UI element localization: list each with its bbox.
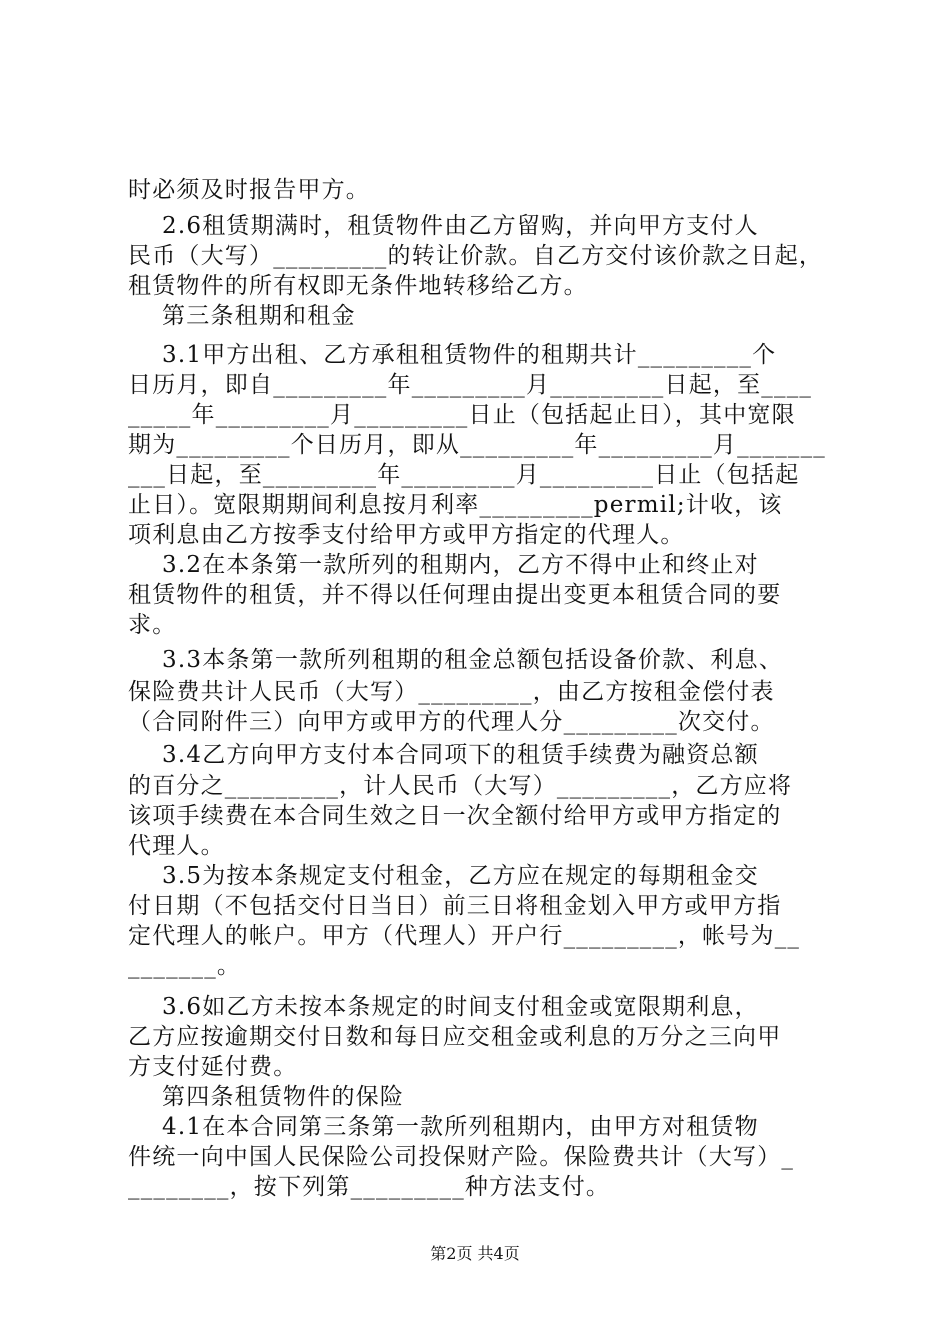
text-line: _______。 [128,953,242,979]
text-line: 项利息由乙方按季支付给甲方或甲方指定的代理人。 [128,522,685,548]
text-line: 件统一向中国人民保险公司投保财产险。保险费共计（大写）_ [128,1144,795,1170]
text-line: 付日期（不包括交付日当日）前三日将租金划入甲方或甲方指 [128,893,782,919]
text-line: 日历月，即自_________年_________月_________日起，至____ [128,372,813,398]
text-line: 第四条租赁物件的保险 [128,1084,405,1110]
page-footer: 第2页 共4页 [430,1244,520,1263]
text-line: 3.4乙方向甲方支付本合同项下的租赁手续费为融资总额 [128,742,759,768]
text-line: ___日起，至_________年_________月_________日止（包括起 [128,462,800,488]
text-line: 代理人。 [128,833,225,859]
text-line: 乙方应按逾期交付日数和每日应交租金或利息的万分之三向甲 [128,1024,782,1050]
text-line: 3.3本条第一款所列租期的租金总额包括设备价款、利息、 [128,647,784,673]
text-line: 方支付延付费。 [128,1054,298,1080]
text-line: 4.1在本合同第三条第一款所列租期内，由甲方对租赁物 [128,1114,759,1140]
text-line: 该项手续费在本合同生效之日一次全额付给甲方或甲方指定的 [128,803,782,829]
text-line: 求。 [128,612,177,638]
text-line: 保险费共计人民币（大写）_________，由乙方按租金偿付表 [128,679,775,705]
text-line: 的百分之_________，计人民币（大写）_________，乙方应将 [128,773,793,799]
text-line: 3.5为按本条规定支付租金，乙方应在规定的每期租金交 [128,863,759,889]
text-line: 第三条租期和租金 [128,303,356,329]
text-line: 租赁物件的所有权即无条件地转移给乙方。 [128,273,588,299]
text-line: 3.1甲方出租、乙方承租租赁物件的租期共计_________个 [128,342,777,368]
text-line: 定代理人的帐户。甲方（代理人）开户行_________，帐号为__ [128,923,801,949]
text-line: 3.6如乙方未按本条规定的时间支付租金或宽限期利息， [128,994,759,1020]
text-line: 时必须及时报告甲方。 [128,177,370,203]
text-line: ________，按下列第_________种方法支付。 [128,1174,611,1200]
text-line: 2.6租赁期满时，租赁物件由乙方留购，并向甲方支付人 [128,213,759,239]
text-line: 期为_________个日历月，即从_________年_________月_______ [128,432,826,458]
text-line: 租赁物件的租赁，并不得以任何理由提出变更本租赁合同的要 [128,582,782,608]
text-line: 3.2在本条第一款所列的租期内，乙方不得中止和终止对 [128,552,759,578]
text-line: _____年_________月_________日止（包括起止日），其中宽限 [128,402,796,428]
text-line: （合同附件三）向甲方或甲方的代理人分_________次交付。 [128,709,775,735]
text-line: 止日）。宽限期期间利息按月利率_________permil;计收，该 [128,492,783,518]
text-line: 民币（大写）_________的转让价款。自乙方交付该价款之日起， [128,243,824,269]
